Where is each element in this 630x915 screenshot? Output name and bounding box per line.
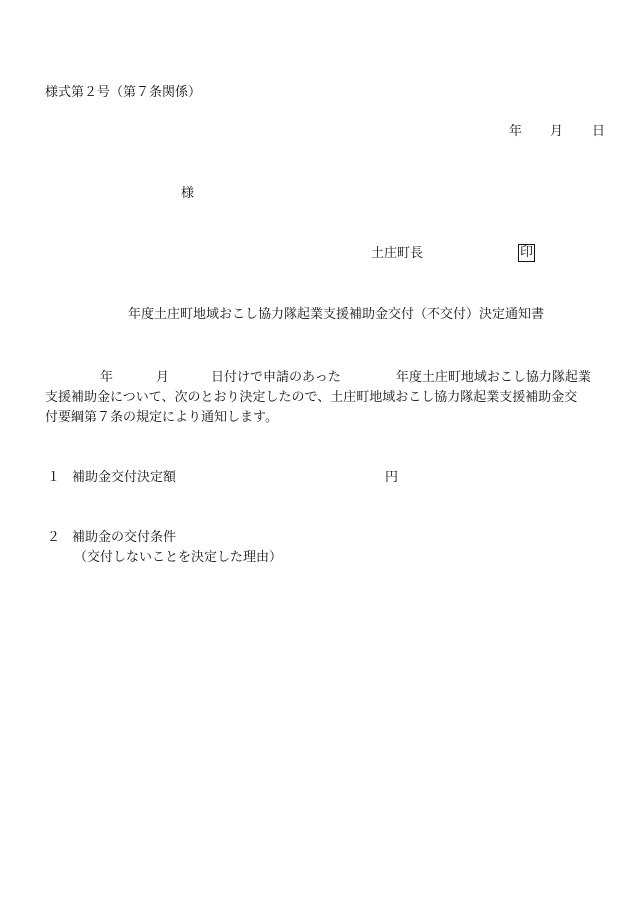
item-2-label: 補助金の交付条件 xyxy=(72,530,177,545)
sender-title: 土庄町長 xyxy=(371,246,424,261)
form-number: 様式第２号（第７条関係） xyxy=(45,85,202,100)
document-title: 年度土庄町地域おこし協力隊起業支援補助金交付（不交付）決定通知書 xyxy=(128,307,545,322)
body-line-1 xyxy=(45,368,605,388)
body-month: 月 xyxy=(156,370,170,385)
item-1-number: １ xyxy=(47,470,61,485)
item-1-unit: 円 xyxy=(385,470,399,485)
item-2-number: ２ xyxy=(47,530,61,545)
item-1-label: 補助金交付決定額 xyxy=(72,470,177,485)
addressee-honorific: 様 xyxy=(181,186,195,201)
date-day: 日 xyxy=(592,124,606,139)
body-date-suffix: 日付けで申請のあった xyxy=(211,370,341,385)
date-year: 年 xyxy=(509,124,523,139)
date-month: 月 xyxy=(550,124,564,139)
body-line-3: 付要綱第７条の規定により通知します。 xyxy=(45,410,278,425)
seal-mark: 印 xyxy=(520,245,534,260)
item-2-sublabel: （交付しないことを決定した理由） xyxy=(74,550,283,565)
body-subject: 年度土庄町地域おこし協力隊起業 xyxy=(395,370,591,385)
body-year: 年 xyxy=(100,370,114,385)
notice-body xyxy=(45,368,605,428)
body-line-2: 支援補助金について、次のとおり決定したので、土庄町地域おこし協力隊起業支援補助金交 xyxy=(45,390,578,405)
